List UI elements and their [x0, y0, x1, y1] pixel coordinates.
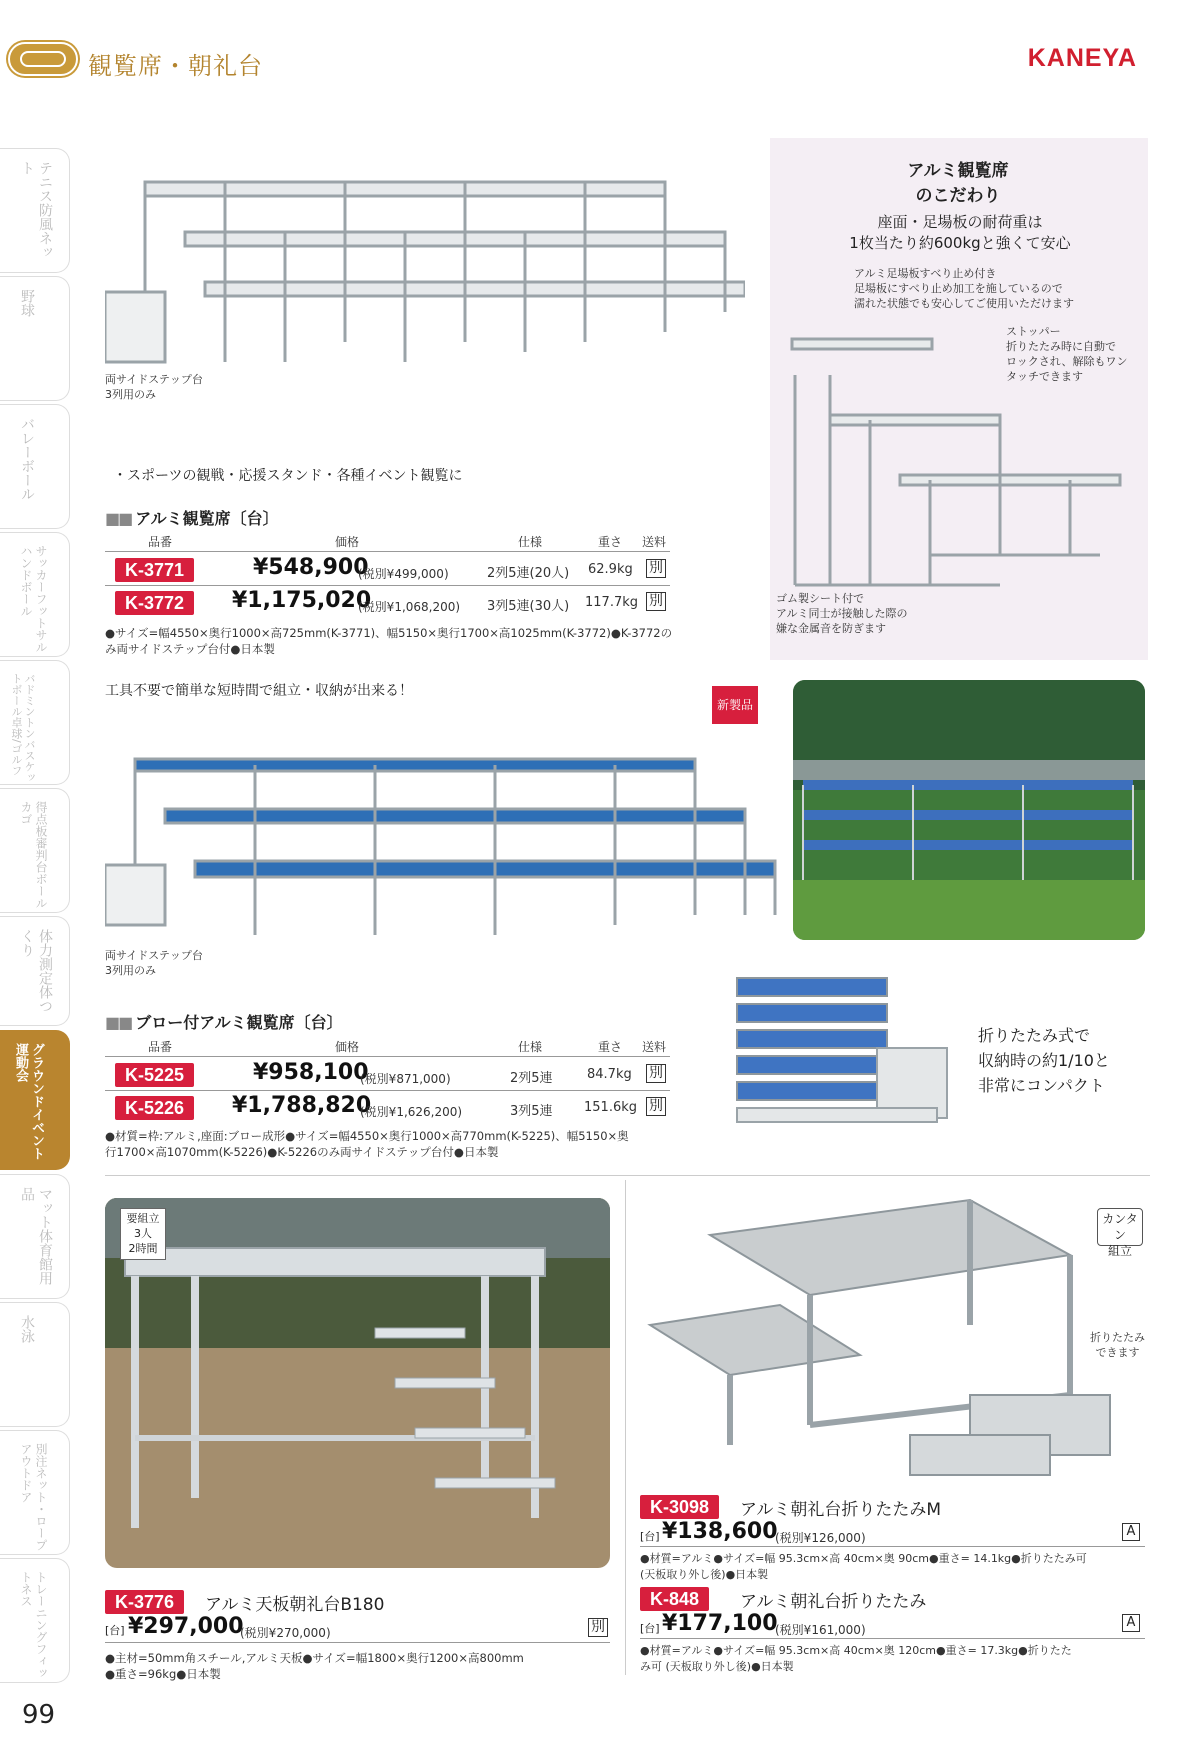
- section2-title: ■■ ブロー付アルミ観覧席〔台〕: [105, 1013, 343, 1032]
- step-note-2: 3列用のみ: [105, 964, 156, 977]
- product-row: [115, 591, 194, 615]
- product-name: アルミ朝礼台折りたたみ: [740, 1592, 927, 1612]
- product-price: ¥1,788,820: [232, 1093, 372, 1118]
- tab-badminton[interactable]: バドミントンバスケットボール卓球/ゴルフ: [0, 660, 70, 785]
- product-row: [115, 1063, 194, 1087]
- section1-notes: ●サイズ=幅4550×奥行1000×高725mm(K-3771)、幅5150×奥行1700×高1025mm(K-3772)●K-3772のみ両サイドステップ台付●日本製: [105, 626, 673, 656]
- section2-tagline: 工具不要で簡単な短時間で組立・収納が出来る！: [105, 683, 413, 699]
- shipping-badge: 別: [588, 1618, 608, 1637]
- product-tax: (税別¥1,068,200): [358, 600, 461, 614]
- product-name: アルミ天板朝礼台B180: [205, 1595, 385, 1615]
- step-note-1: 両サイドステップ台: [105, 949, 203, 962]
- page-title: 観覧席・朝礼台: [88, 52, 263, 80]
- antislip-note: アルミ足場板すべり止め付き 足場板にすべり止め加工を施しているので 濡れた状態でも安心してご使用いただけます: [854, 267, 1074, 310]
- product-name: アルミ朝礼台折りたたみM: [740, 1500, 941, 1520]
- product-row: [640, 1587, 709, 1611]
- kodawari-title: アルミ観覧席 のこだわり: [907, 161, 1009, 206]
- aluminum-bleacher-illustration: [105, 142, 745, 382]
- product-spec: 2列5連: [510, 1071, 553, 1086]
- section3-notes: ●主材=50mm角スチール,アルミ天板●サイズ=幅1800×奥行1200×高800mm ●重さ=96kg●日本製: [105, 1651, 524, 1681]
- folding-platform-illustration: [640, 1195, 1140, 1485]
- product-price: ¥138,600: [662, 1519, 778, 1544]
- product-tax: (税別¥499,000): [358, 567, 449, 581]
- tab-mat-gym[interactable]: マット体育館用品: [0, 1174, 70, 1299]
- shipping-badge: A: [1122, 1614, 1140, 1632]
- new-product-badge: 新製品: [712, 686, 758, 724]
- product-row: [105, 1590, 184, 1614]
- product-tax: (税別¥1,626,200): [360, 1105, 463, 1119]
- product-code: K-5225: [115, 1063, 194, 1087]
- product-tax: (税別¥126,000): [775, 1531, 866, 1545]
- tab-swimming[interactable]: 水泳: [0, 1302, 70, 1427]
- product-weight: 117.7kg: [585, 595, 638, 610]
- product-code: K-848: [640, 1587, 709, 1611]
- tab-tennis[interactable]: テニス防風ネット: [0, 148, 70, 273]
- product-code: K-3098: [640, 1495, 719, 1519]
- header-price: 価格: [335, 1040, 360, 1054]
- header-weight: 重さ: [598, 535, 623, 549]
- kaneya-logo: KANEYA: [1027, 44, 1137, 72]
- product-row: [115, 558, 194, 582]
- shipping-badge: 別: [646, 559, 666, 578]
- header-price: 価格: [335, 535, 360, 549]
- page-number: 99: [22, 1700, 56, 1730]
- step-note-2: 3列用のみ: [105, 388, 156, 401]
- product-price: ¥1,175,020: [232, 588, 372, 613]
- tab-custom-net[interactable]: 別注ネット・ロープアウトドア: [0, 1430, 70, 1555]
- blow-seat-bleacher-illustration: [105, 745, 780, 950]
- tab-soccer[interactable]: サッカーフットサルハンドボール: [0, 532, 70, 657]
- tab-volleyball[interactable]: バレーボール: [0, 404, 70, 529]
- product-price: ¥177,100: [662, 1611, 778, 1636]
- unit-label: [台]: [105, 1624, 125, 1637]
- section1-tagline: ・スポーツの観戦・応援スタンド・各種イベント観覧に: [113, 468, 463, 484]
- section1-title: ■■ アルミ観覧席〔台〕: [105, 509, 279, 528]
- product-price: ¥297,000: [128, 1614, 244, 1639]
- fold-description: 折りたたみ式で 収納時の約1/10と 非常にコンパクト: [978, 1026, 1110, 1095]
- product-row: [640, 1495, 719, 1519]
- installed-bleacher-photo: [793, 680, 1145, 940]
- product-spec: 3列5連: [510, 1104, 553, 1119]
- shipping-badge: A: [1122, 1523, 1140, 1541]
- bleacher-detail-illustration: [790, 335, 1130, 595]
- product-weight: 84.7kg: [587, 1067, 632, 1082]
- shipping-badge: 別: [646, 1097, 666, 1116]
- product-weight: 62.9kg: [588, 562, 633, 577]
- item-notes: ●材質=アルミ●サイズ=幅 95.3cm×高 40cm×奥 120cm●重さ= 17.3kg●折りたた み可 (天板取り外し後)●日本製: [640, 1644, 1072, 1673]
- tab-ground-event[interactable]: グラウンドイベント運動会: [0, 1030, 70, 1170]
- product-tax: (税別¥871,000): [360, 1072, 451, 1086]
- product-code: K-3771: [115, 558, 194, 582]
- product-code: K-5226: [115, 1096, 194, 1120]
- product-tax: (税別¥270,000): [240, 1626, 331, 1640]
- product-code: K-3772: [115, 591, 194, 615]
- kodawari-lead: 座面・足場板の耐荷重は 1枚当たり約600kgと強くて安心: [849, 213, 1071, 252]
- header-spec: 仕様: [518, 1040, 543, 1054]
- easy-assembly-badge: カンタン 組立: [1097, 1208, 1143, 1246]
- product-spec: 3列5連(30人): [487, 599, 570, 614]
- section2-notes: ●材質=枠:アルミ,座面:ブロー成形●サイズ=幅4550×奥行1000×高770mm(K-5225)、幅5150×奥 行1700×高1070mm(K-5226)●K-5226のみ両サイドステップ台付●日本製: [105, 1129, 629, 1159]
- rubber-sheet-note: ゴム製シート付で アルミ同士が接触した際の 嫌な金属音を防ぎます: [776, 592, 908, 635]
- product-tax: (税別¥161,000): [775, 1623, 866, 1637]
- unit-label: [台]: [640, 1622, 660, 1635]
- product-weight: 151.6kg: [584, 1100, 637, 1115]
- folded-bleacher-illustration: [727, 968, 957, 1143]
- product-code: K-3776: [105, 1590, 184, 1614]
- unit-label: [台]: [640, 1530, 660, 1543]
- header-code: 品番: [148, 1040, 173, 1054]
- assembly-platform-photo: [105, 1198, 610, 1568]
- product-price: ¥548,900: [253, 555, 369, 580]
- item-notes: ●材質=アルミ●サイズ=幅 95.3cm×高 40cm×奥 90cm●重さ= 14.1kg●折りたたみ可 (天板取り外し後)●日本製: [640, 1552, 1087, 1581]
- shipping-badge: 別: [646, 592, 666, 611]
- tab-baseball[interactable]: 野球: [0, 276, 70, 401]
- foldable-note: 折りたたみ できます: [1090, 1331, 1145, 1359]
- header-weight: 重さ: [598, 1040, 623, 1054]
- product-row: [115, 1096, 194, 1120]
- header-code: 品番: [148, 535, 173, 549]
- assembly-info-box: 要組立 3人 2時間: [120, 1208, 166, 1260]
- stopper-note: ストッパー 折りたたみ時に自動で ロックされ、解除もワン タッチできます: [1006, 325, 1128, 383]
- category-badge-icon: [8, 42, 78, 76]
- tab-fitness-test[interactable]: 体力測定体つくり: [0, 916, 70, 1026]
- tab-scoreboard[interactable]: 得点板審判台ボールカゴ: [0, 788, 70, 913]
- tab-training[interactable]: トレーニングフィットネス: [0, 1558, 70, 1683]
- header-shipping: 送料: [642, 1040, 667, 1054]
- header-shipping: 送料: [642, 535, 667, 549]
- header-spec: 仕様: [518, 535, 543, 549]
- product-spec: 2列5連(20人): [487, 566, 570, 581]
- step-note-1: 両サイドステップ台: [105, 373, 203, 386]
- shipping-badge: 別: [646, 1064, 666, 1083]
- product-price: ¥958,100: [253, 1060, 369, 1085]
